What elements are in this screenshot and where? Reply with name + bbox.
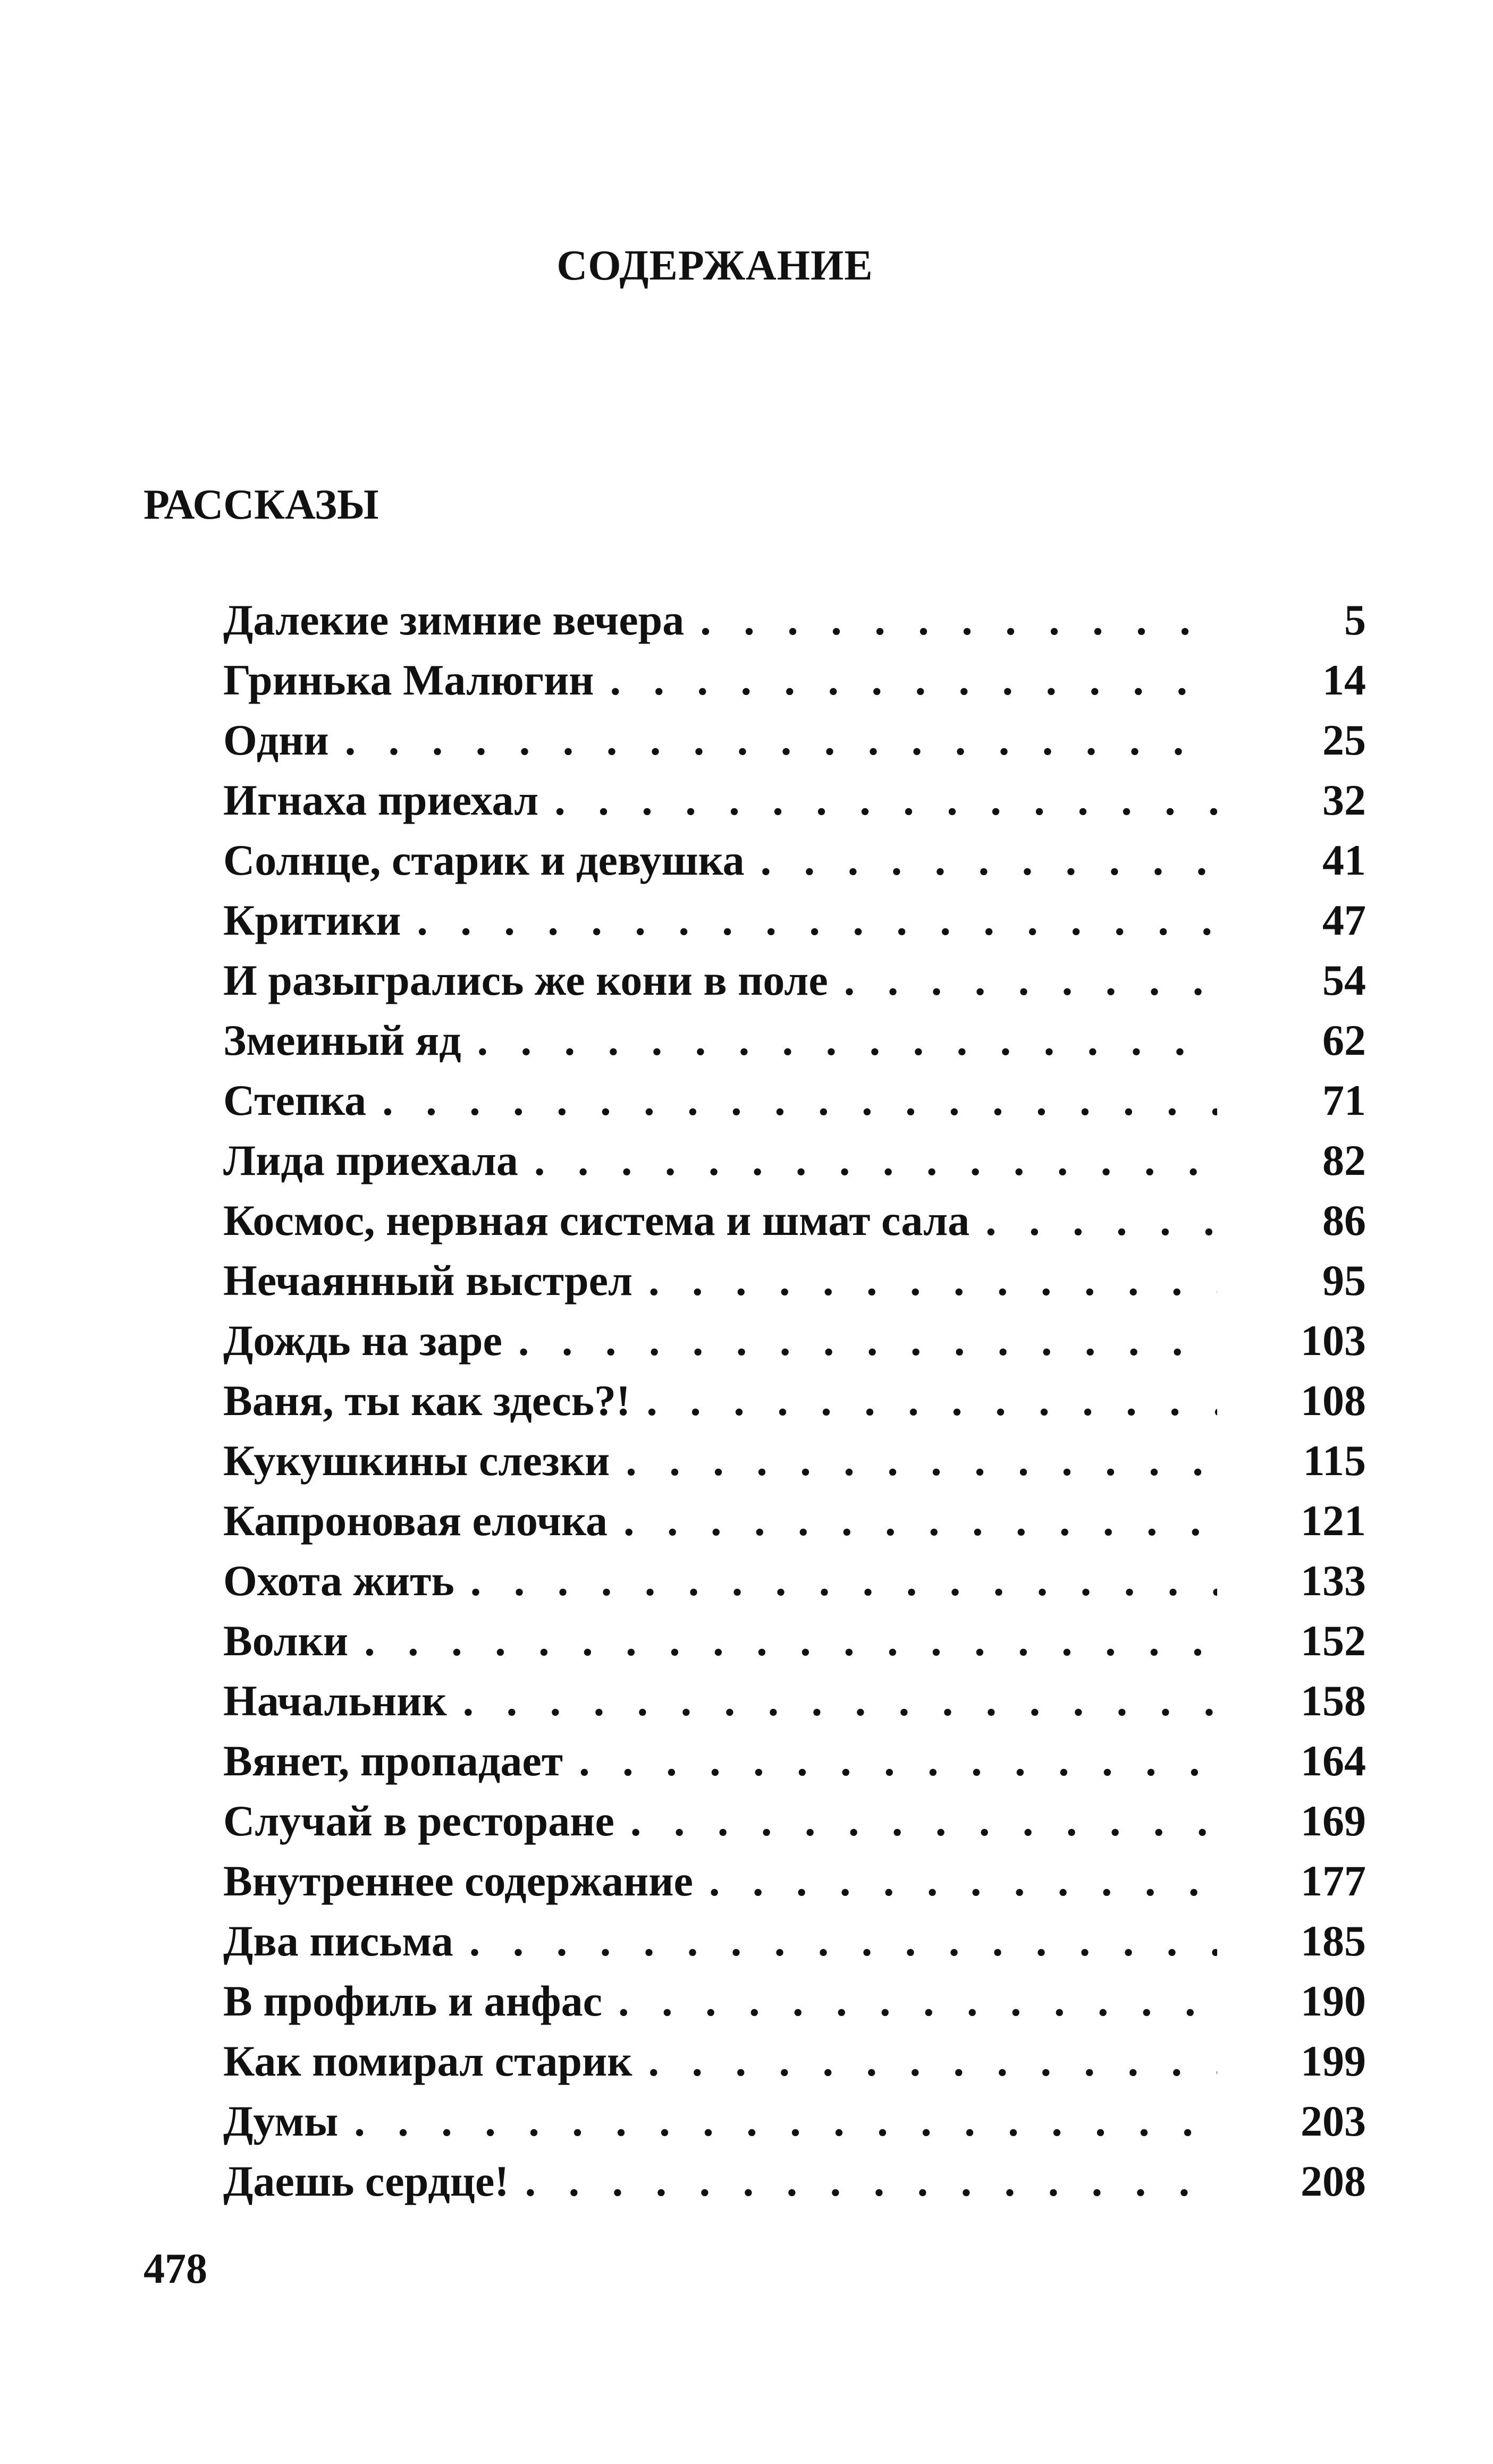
toc-entry[interactable]: [223, 715, 1366, 775]
dot-leader: [502, 1316, 1217, 1366]
toc-entry-page: 164: [1301, 1737, 1366, 1785]
toc-entry[interactable]: [223, 1376, 1366, 1436]
toc-entry-page: 86: [1322, 1196, 1366, 1244]
toc-entry-title: Далекие зимние вечера: [223, 596, 685, 644]
toc-entry-page: 54: [1322, 956, 1366, 1004]
toc-entry-page: 41: [1322, 836, 1366, 884]
toc-entry-page: 152: [1301, 1616, 1366, 1665]
toc-entry-page: 133: [1301, 1556, 1366, 1605]
toc-entry-page: 62: [1322, 1016, 1366, 1064]
toc-entry-title: Вянет, пропадает: [223, 1737, 563, 1785]
dot-leader: [745, 835, 1217, 885]
toc-entry-page: 121: [1301, 1496, 1366, 1545]
toc-entry-title: Начальник: [223, 1676, 447, 1725]
toc-entry-title: Кукушкины слезки: [223, 1436, 610, 1485]
toc-entry-title: Два письма: [223, 1917, 453, 1965]
dot-leader: [348, 1616, 1217, 1666]
toc-entry[interactable]: [223, 895, 1366, 955]
toc-entry-page: 190: [1301, 1977, 1366, 2025]
toc-entry-title: Волки: [223, 1616, 349, 1665]
table-of-contents: [223, 595, 1366, 2216]
toc-entry[interactable]: [223, 1616, 1366, 1676]
dot-leader: [454, 1556, 1217, 1606]
dot-leader: [453, 1916, 1217, 1966]
toc-entry[interactable]: [223, 955, 1366, 1015]
toc-entry-title: Змеиный яд: [223, 1016, 461, 1064]
toc-entry[interactable]: [223, 1496, 1366, 1556]
toc-entry-page: 95: [1322, 1256, 1366, 1305]
toc-entry-page: 185: [1301, 1917, 1366, 1965]
toc-entry[interactable]: [223, 1256, 1366, 1316]
toc-entry-title: Думы: [223, 2097, 339, 2145]
dot-leader: [447, 1676, 1217, 1726]
toc-entry[interactable]: [223, 1076, 1366, 1136]
toc-entry-title: Капроновая елочка: [223, 1496, 608, 1545]
toc-entry-title: Как помирал старик: [223, 2037, 632, 2085]
dot-leader: [969, 1196, 1217, 1246]
toc-entry-page: 25: [1322, 716, 1366, 764]
toc-entry-title: Солнце, старик и девушка: [223, 836, 745, 884]
dot-leader: [614, 1796, 1217, 1846]
toc-entry-page: 169: [1301, 1797, 1366, 1845]
toc-entry-title: Дождь на заре: [223, 1316, 502, 1365]
toc-entry-page: 71: [1322, 1076, 1366, 1124]
toc-entry-title: Нечаянный выстрел: [223, 1256, 632, 1305]
toc-entry[interactable]: [223, 835, 1366, 895]
dot-leader: [401, 895, 1217, 945]
dot-leader: [594, 655, 1217, 705]
toc-entry-page: 5: [1344, 596, 1366, 644]
toc-entry[interactable]: [223, 2156, 1366, 2216]
toc-entry[interactable]: [223, 1976, 1366, 2036]
toc-entry-title: Внутреннее содержание: [223, 1857, 693, 1905]
toc-entry-page: 14: [1322, 656, 1366, 704]
toc-entry[interactable]: [223, 1556, 1366, 1616]
toc-entry-title: И разыгрались же кони в поле: [223, 956, 828, 1004]
toc-entry-title: Одни: [223, 716, 329, 764]
toc-entry-page: 208: [1301, 2157, 1366, 2205]
dot-leader: [630, 1376, 1217, 1426]
toc-entry-page: 82: [1322, 1136, 1366, 1184]
toc-entry[interactable]: [223, 2096, 1366, 2156]
dot-leader: [509, 2156, 1217, 2206]
dot-leader: [610, 1436, 1217, 1486]
toc-entry-title: Ваня, ты как здесь?!: [223, 1376, 631, 1425]
dot-leader: [693, 1856, 1217, 1906]
dot-leader: [538, 775, 1217, 825]
section-heading: РАССКАЗЫ: [144, 481, 379, 528]
toc-entry-title: Случай в ресторане: [223, 1797, 614, 1845]
dot-leader: [608, 1496, 1217, 1546]
toc-entry[interactable]: [223, 1436, 1366, 1496]
toc-entry-page: 47: [1322, 896, 1366, 944]
dot-leader: [338, 2096, 1217, 2146]
toc-entry-page: 32: [1322, 776, 1366, 824]
toc-entry-page: 199: [1301, 2037, 1366, 2085]
page-number: 478: [144, 2246, 207, 2292]
dot-leader: [563, 1736, 1217, 1786]
toc-entry-page: 108: [1301, 1376, 1366, 1425]
dot-leader: [602, 1976, 1217, 2026]
toc-entry[interactable]: [223, 595, 1366, 655]
toc-entry-page: 203: [1301, 2097, 1366, 2145]
dot-leader: [329, 715, 1217, 765]
dot-leader: [632, 1256, 1217, 1306]
page-title: СОДЕРЖАНИЕ: [556, 242, 873, 289]
dot-leader: [684, 595, 1217, 645]
toc-entry-title: Даешь сердце!: [223, 2157, 509, 2205]
toc-entry[interactable]: [223, 1316, 1366, 1376]
toc-entry-page: 115: [1303, 1436, 1366, 1485]
toc-entry[interactable]: [223, 1196, 1366, 1256]
toc-entry-title: Гринька Малюгин: [223, 656, 594, 704]
toc-entry-page: 177: [1301, 1857, 1366, 1905]
toc-entry[interactable]: [223, 1856, 1366, 1916]
toc-entry[interactable]: [223, 1736, 1366, 1796]
toc-entry-title: В профиль и анфас: [223, 1977, 603, 2025]
dot-leader: [632, 2036, 1217, 2086]
dot-leader: [518, 1136, 1217, 1186]
toc-entry-title: Космос, нервная система и шмат сала: [223, 1196, 970, 1244]
toc-entry[interactable]: [223, 1796, 1366, 1856]
toc-entry-title: Лида приехала: [223, 1136, 518, 1184]
toc-entry[interactable]: [223, 655, 1366, 715]
dot-leader: [828, 955, 1217, 1005]
dot-leader: [461, 1015, 1217, 1065]
toc-entry-title: Критики: [223, 896, 401, 944]
toc-entry[interactable]: [223, 2036, 1366, 2096]
toc-entry-title: Степка: [223, 1076, 367, 1124]
toc-entry-page: 158: [1301, 1676, 1366, 1725]
toc-entry[interactable]: [223, 775, 1366, 835]
toc-entry-title: Охота жить: [223, 1556, 454, 1605]
toc-entry[interactable]: [223, 1136, 1366, 1196]
toc-entry-page: 103: [1301, 1316, 1366, 1365]
toc-entry[interactable]: [223, 1916, 1366, 1976]
toc-entry[interactable]: [223, 1015, 1366, 1076]
toc-entry[interactable]: [223, 1676, 1366, 1736]
toc-entry-title: Игнаха приехал: [223, 776, 539, 824]
dot-leader: [366, 1076, 1217, 1125]
